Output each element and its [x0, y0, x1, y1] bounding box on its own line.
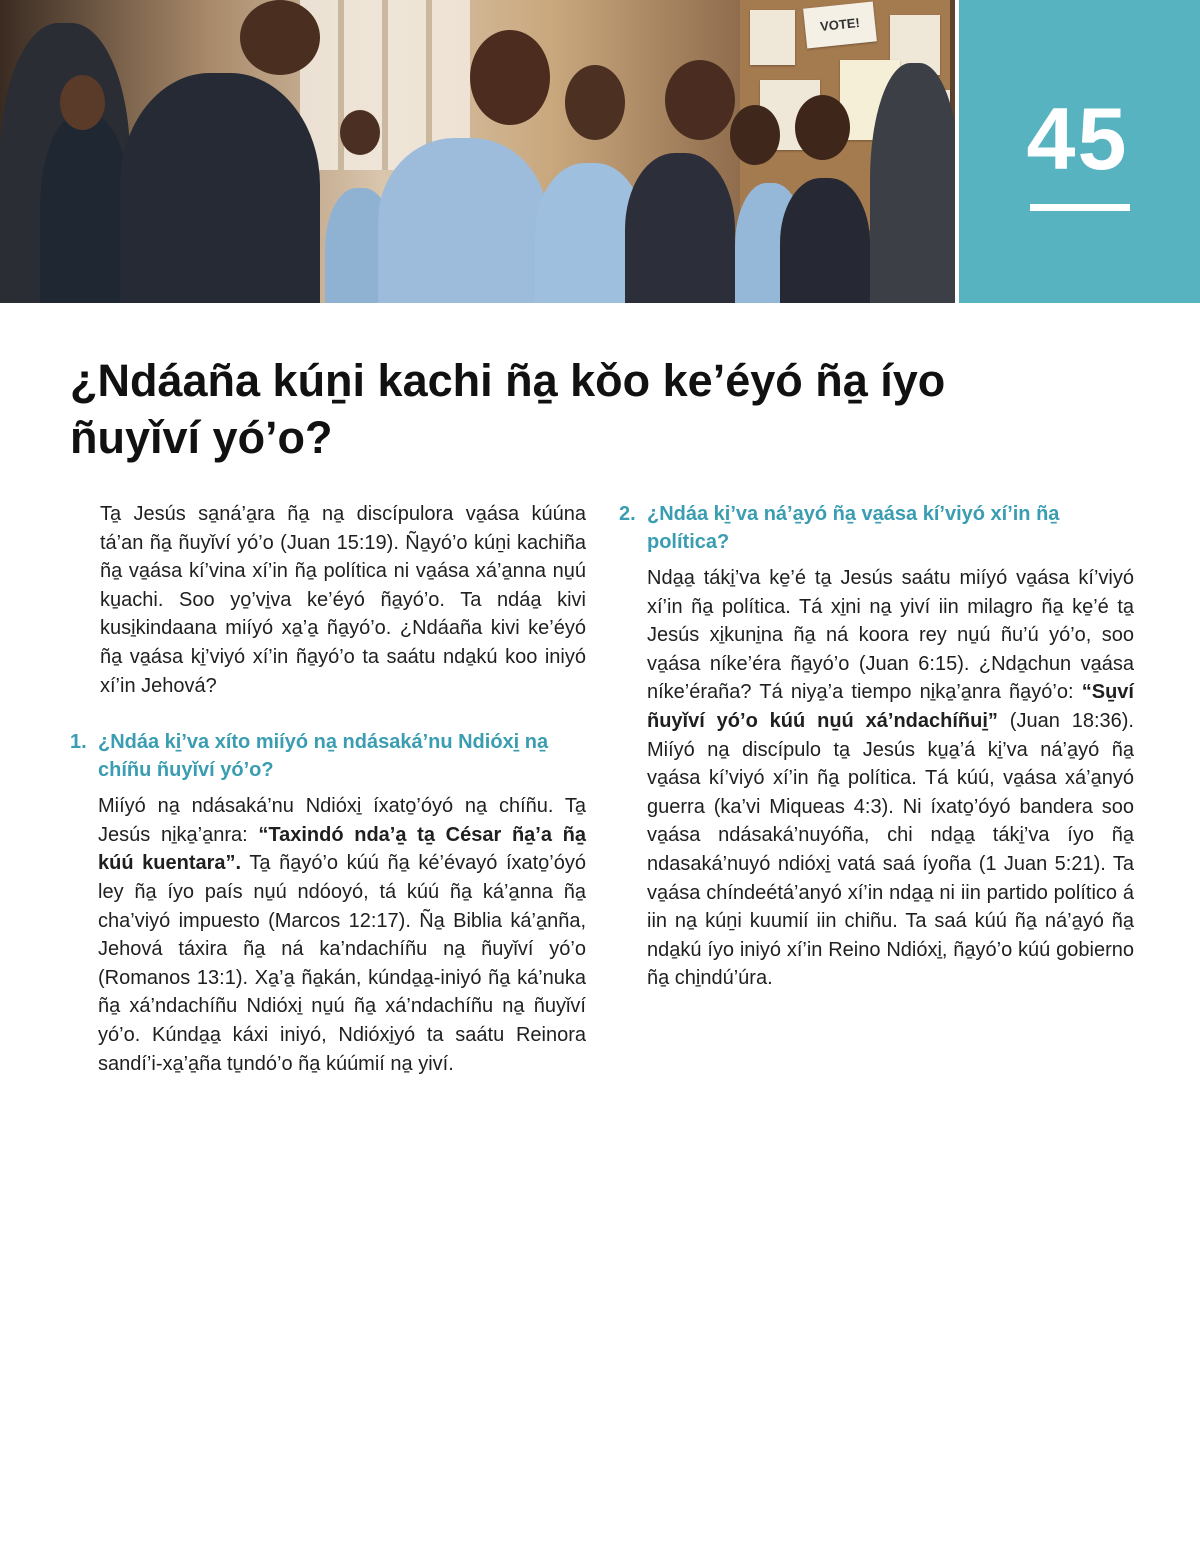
left-column [70, 500, 586, 1078]
question-1-text: ¿Ndáa ki̱’va xíto miíyó na̱ ndásaká’nu Ndióxi̱ na̱ chíñu ñuyǐví yó’o? [98, 731, 549, 782]
question-2-quote: “Su̱ví ñuyǐví yó’o kúú nu̱ú xá’ndachíñui̱” [647, 681, 1134, 732]
page-title: ¿Ndáaña kúṉi kachi ña̱ kǒo ke’éyó ña̱ íyo ñuyǐví yó’o? [70, 355, 946, 463]
number-underline [1030, 204, 1130, 211]
lesson-number-block [955, 0, 1200, 303]
vote-sign: VOTE! [819, 14, 861, 35]
question-1-number: 1. [70, 731, 87, 754]
question-2-text: ¿Ndáa ki̱’va ná’a̱yó ña̱ va̱ása kí’viyó xí’in ña̱ política? [647, 503, 1060, 553]
question-2-heading [619, 500, 1134, 556]
lesson-number: 45 [1026, 89, 1129, 188]
question-1-body: Miíyó na̱ ndásaká’nu Ndióxi̱ íxato̱’óyó na̱ chíñu. Ta̱ Jesús ni̱ka̱’a̱nra: “Taxindó nda’a̱ ta̱ César ña̱’a ña̱ kúú kuentara”. Ta̱ ña̱yó’o kúú ña̱ ké’évayó íxato̱’óyó ley ña̱ íyo país nu̱ú ndóoyó, tá kúú ña̱ ká’a̱nna ña̱ cha’viyó impuesto (Marcos 12:17). Ña̱ Biblia ká’a̱nña, Jehová táxira ña̱ ná ka’ndachíñu na̱ ñuyǐví yó’o (Romanos 13:1). Xa̱’a̱ ña̱kán, kúnda̱a̱-iniyó ña̱ ká’nuka ña̱ xá’ndachíñu Ndióxi̱ nu̱ú ña̱ xá’ndachíñu na̱ ñuyǐví yó’o. Kúnda̱a̱ káxi iniyó, Ndióxi̱yó ta saátu Reinora sandí’i-xa̱’a̱ña tu̱ndó’o ña̱ kúúmií na̱ yiví. [98, 795, 586, 1075]
question-1-heading [70, 728, 586, 784]
intro-paragraph: Ta̱ Jesús sa̱ná’a̱ra ña̱ na̱ discípulora va̱ása kúúna tá’an ña̱ ñuyǐví yó’o (Juan 15:19). Ña̱yó’o kúṉi kachiña ña̱ va̱ása kí’vina xí’in ña̱ política ni va̱ása xá’a̱nna nu̱ú ku̱achi. Soo yo̱’vi̱va ke’éyó ña̱yó’o. Ta ndáa̱ kivi kusi̱kindaana miíyó xa̱’a̱ ña̱yó’o. ¿Ndáaña kivi ke’éyó ña̱ va̱ása ki̱’viyó xí’in ña̱yó’o ta saátu nda̱kú koo iniyó xí’in Jehová? [100, 503, 586, 697]
right-column [619, 500, 1134, 993]
question-2-number: 2. [619, 503, 636, 525]
question-2-body: Nda̱a̱ táki̱’va ke̱’é ta̱ Jesús saátu miíyó va̱ása kí’viyó xí’in ña̱ política. Tá xi̱ni na̱ yiví iin milagro ña̱ ke̱’é ta̱ Jesús xi̱kuni̱na ña̱ ná koora rey nu̱ú ñu’ú yó’o, soo va̱ása níke’éra ña̱yó’o (Juan 6:15). ¿Nda̱chun va̱ása níke’éraña? Tá niya̱’a tiempo ni̱ka̱’a̱nra ña̱yó’o: “Su̱ví ñuyǐví yó’o kúú nu̱ú xá’ndachíñui̱” (Juan 18:36). Miíyó na̱ discípulo ta̱ Jesús ku̱a̱’á ki̱’va ná’a̱yó ña̱ va̱ása kí’viyó xí’in ña̱ política. Tá kúú, va̱ása xá’a̱nyó guerra (ka’vi Miqueas 4:3). Ni íxato̱’óyó bandera soo va̱ása ndásaká’nuyóña, chi nda̱a̱ táki̱’va íyo ña̱ ndasaká’nuyó ndióxi̱ vatá saá íyoña (1 Juan 5:21). Ta va̱ása chíndeétá’anyó xí’in nda̱a̱ ni iin partido político á iin na̱ kúṉi kuumií iin chiñu. Ta saá kúú ña̱ ná’a̱yó ña̱ nda̱kú íyo iniyó xí’in Reino Ndióxi̱, ña̱yó’o kúú gobierno ña̱ chi̱ndú’úra. [647, 567, 1134, 990]
header-photo [0, 0, 955, 303]
question-1-quote: “Taxindó nda’a̱ ta̱ César ña̱’a ña̱ kúú kuentara”. [98, 823, 586, 875]
